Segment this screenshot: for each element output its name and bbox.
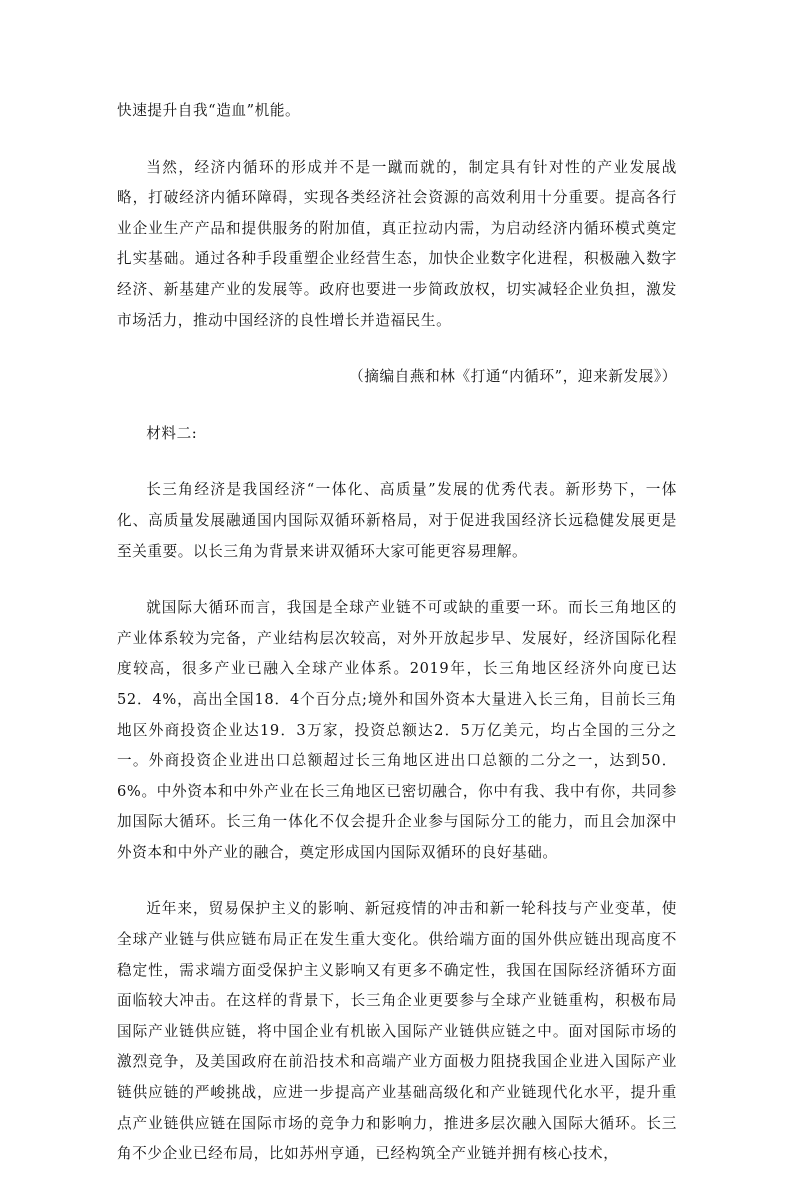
material-2-heading: 材料二: (146, 424, 198, 442)
paragraph-2: 长三角经济是我国经济“一体化、高质量”发展的优秀代表。新形势下，一体化、高质量发展融通国内国际双循环新格局，对于促进我国经济长远稳健发展更是至关重要。以长三角为背景来讲双循环大家可能更容易理解。 (117, 481, 677, 560)
paragraph-3: 就国际大循环而言，我国是全球产业链不可或缺的重要一环。而长三角地区的产业体系较为完备，产业结构层次较高，对外开放起步早、发展好，经济国际化程度较高，很多产业已融入全球产业体系。2019年，长三角地区经济外向度已达52．4%，高出全国18．4个百分点;境外和国外资本大量进入长三角，目前长三角地区外商投资企业达19．3万家，投资总额达2．5万亿美元，均占全国的三分之一。外商投资企业进出口总额超过长三角地区进出口总额的二分之一，达到50．6%。中外资本和中外产业在长三角地区已密切融合，你中有我、我中有你，共同参加国际大循环。长三角一体化不仅会提升企业参与国际分工的能力，而且会加深中外资本和中外产业的融合，奠定形成国内国际双循环的良好基础。 (117, 599, 677, 861)
continuation-text: 快速提升自我“造血”机能。 (117, 102, 301, 119)
paragraph-4: 近年来，贸易保护主义的影响、新冠疫情的冲击和新一轮科技与产业变革，使全球产业链与供应链布局正在发生重大变化。供给端方面的国外供应链出现高度不稳定性，需求端方面受保护主义影响又有更多不确定性，我国在国际经济循环方面面临较大冲击。在这样的背景下，长三角企业更要参与全球产业链重构，积极布局国际产业链供应链，将中国企业有机嵌入国际产业链供应链之中。面对国际市场的激烈竞争，及美国政府在前沿技术和高端产业方面极力阻挠我国企业进入国际产业链供应链的严峻挑战，应进一步提高产业基础高级化和产业链现代化水平，提升重点产业链供应链在国际市场的竞争力和影响力，推进多层次融入国际大循环。长三角不少企业已经布局，比如苏州亨通，已经构筑全产业链并拥有核心技术， (117, 900, 677, 1163)
source-citation: （摘编自燕和林《打通“内循环”，迎来新发展》） (349, 368, 677, 386)
paragraph-1: 当然，经济内循环的形成并不是一蹴而就的，制定具有针对性的产业发展战略，打破经济内循环障碍，实现各类经济社会资源的高效利用十分重要。提高各行业企业生产产品和提供服务的附加值，真正拉动内需，为启动经济内循环模式奠定扎实基础。通过各种手段重塑企业经营生态，加快企业数字化进程，积极融入数字经济、新基建产业的发展等。政府也要进一步简政放权，切实减轻企业负担，激发市场活力，推动中国经济的良性增长并造福民生。 (117, 158, 677, 329)
document-page (117, 96, 677, 1196)
